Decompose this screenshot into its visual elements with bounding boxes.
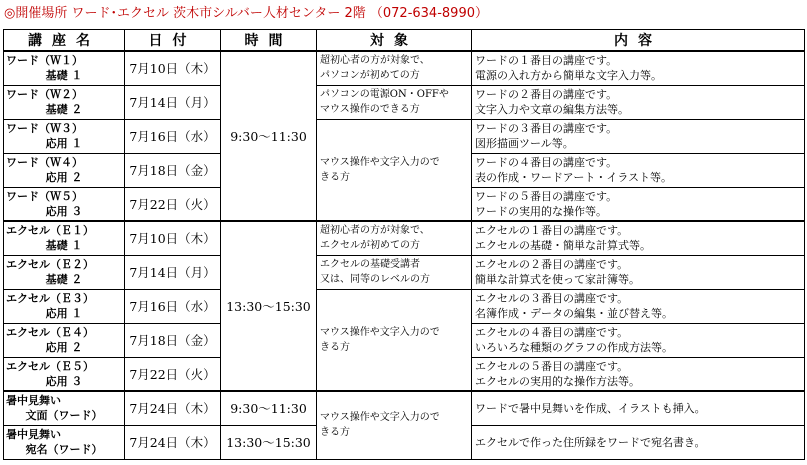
header-content: 内容	[472, 30, 805, 52]
table-row	[4, 51, 805, 85]
header-target: 対象	[317, 30, 472, 52]
course-name: ワード（Ｗ５） 応用 ３	[4, 187, 125, 221]
course-name: ワード（Ｗ１） 基礎 １	[4, 51, 125, 85]
table-row	[4, 85, 805, 119]
course-name: ワード（Ｗ４） 応用 ２	[4, 153, 125, 187]
course-time: 13:30～15:30	[221, 221, 317, 391]
course-date: 7月22日（火）	[125, 357, 221, 391]
header-row	[4, 30, 805, 52]
course-name: 暑中見舞い 文面（ワード）	[4, 391, 125, 425]
course-target: エクセルの基礎受講者 又は、同等のレベルの方	[317, 255, 472, 289]
course-target: 超初心者の方が対象で、 パソコンが初めての方	[317, 51, 472, 85]
table-row	[4, 119, 805, 153]
course-time: 9:30～11:30	[221, 51, 317, 221]
course-name: ワード（Ｗ３） 応用 １	[4, 119, 125, 153]
course-content: エクセルの３番目の講座です。 名簿作成・データの編集・並び替え等。	[472, 289, 805, 323]
course-date: 7月14日（月）	[125, 85, 221, 119]
course-content: ワードの２番目の講座です。 文字入力や文章の編集方法等。	[472, 85, 805, 119]
table-row	[4, 391, 805, 425]
course-time: 13:30～15:30	[221, 425, 317, 459]
course-date: 7月10日（木）	[125, 51, 221, 85]
venue-info: ◎開催場所 ワード･エクセル 茨木市シルバー人材センター 2階 （072-634-8990）	[4, 6, 488, 21]
course-content: エクセルで作った住所録をワードで宛名書き。	[472, 425, 805, 459]
course-content: エクセルの４番目の講座です。 いろいろな種類のグラフの作成方法等。	[472, 323, 805, 357]
course-date: 7月14日（月）	[125, 255, 221, 289]
course-name: エクセル（Ｅ３） 応用 １	[4, 289, 125, 323]
course-target: マウス操作や文字入力ので きる方	[317, 119, 472, 221]
course-schedule-table	[3, 29, 805, 460]
course-date: 7月16日（水）	[125, 289, 221, 323]
course-target: パソコンの電源ON・OFFや マウス操作のできる方	[317, 85, 472, 119]
course-target: マウス操作や文字入力ので きる方	[317, 289, 472, 391]
course-date: 7月18日（金）	[125, 323, 221, 357]
header-time: 時間	[221, 30, 317, 52]
course-content: ワードの４番目の講座です。 表の作成・ワードアート・イラスト等。	[472, 153, 805, 187]
course-content: エクセルの５番目の講座です。 エクセルの実用的な操作方法等。	[472, 357, 805, 391]
header-date: 日付	[125, 30, 221, 52]
course-content: ワードの１番目の講座です。 電源の入れ方から簡単な文字入力等。	[472, 51, 805, 85]
course-date: 7月16日（水）	[125, 119, 221, 153]
course-date: 7月18日（金）	[125, 153, 221, 187]
course-date: 7月24日（木）	[125, 391, 221, 425]
table-row	[4, 221, 805, 255]
course-target: マウス操作や文字入力ので きる方	[317, 391, 472, 459]
course-date: 7月22日（火）	[125, 187, 221, 221]
course-name: エクセル（Ｅ５） 応用 ３	[4, 357, 125, 391]
course-content: ワードの５番目の講座です。 ワードの実用的な操作等。	[472, 187, 805, 221]
course-name: エクセル（Ｅ４） 応用 ２	[4, 323, 125, 357]
course-content: ワードで暑中見舞いを作成、イラストも挿入。	[472, 391, 805, 425]
header-course: 講座名	[4, 30, 125, 52]
course-name: エクセル（Ｅ１） 基礎 １	[4, 221, 125, 255]
course-date: 7月24日（木）	[125, 425, 221, 459]
table-row	[4, 255, 805, 289]
course-date: 7月10日（木）	[125, 221, 221, 255]
course-content: エクセルの１番目の講座です。 エクセルの基礎・簡単な計算式等。	[472, 221, 805, 255]
course-time: 9:30～11:30	[221, 391, 317, 425]
course-name: ワード（Ｗ２） 基礎 ２	[4, 85, 125, 119]
course-content: ワードの３番目の講座です。 図形描画ツール等。	[472, 119, 805, 153]
course-content: エクセルの２番目の講座です。 簡単な計算式を使って家計簿等。	[472, 255, 805, 289]
table-row	[4, 289, 805, 323]
course-name: エクセル（Ｅ２） 基礎 ２	[4, 255, 125, 289]
course-name: 暑中見舞い 宛名（ワード）	[4, 425, 125, 459]
course-target: 超初心者の方が対象で、 エクセルが初めての方	[317, 221, 472, 255]
